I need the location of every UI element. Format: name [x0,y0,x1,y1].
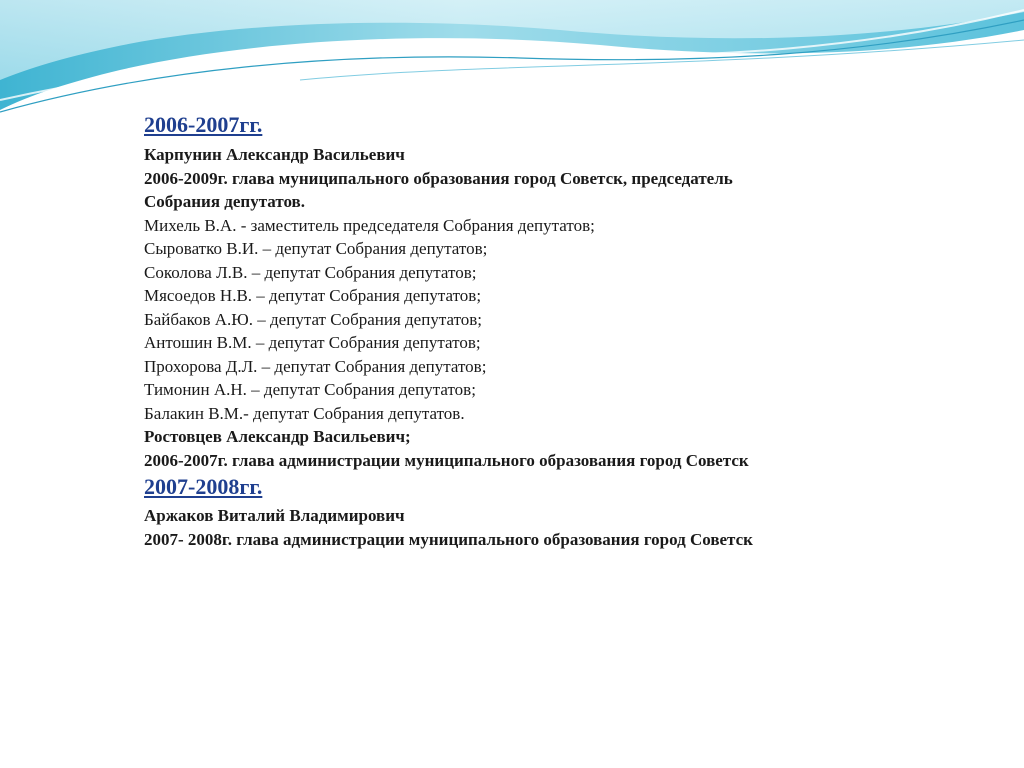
position-line: 2006-2007г. глава администрации муниципального образования город Советск [144,450,749,470]
deputy-line: Михель В.А. - заместитель председателя Собрания депутатов; [144,215,595,235]
section-heading-2007-2008: 2007-2008гг. [144,474,263,499]
position-line: Собрания депутатов. [144,192,305,211]
slide-content [144,110,1004,551]
position-line: 2007- 2008г. глава администрации муниципального образования город Советск [144,529,753,549]
deputy-line: Антошин В.М. – депутат Собрания депутатов; [144,333,481,352]
person-name: Ростовцев Александр Васильевич; [144,427,411,446]
deputy-line: Балакин В.М.- депутат Собрания депутатов. [144,403,465,423]
person-name: Аржаков Виталий Владимирович [144,506,405,525]
deputy-line: Сыроватко В.И. – депутат Собрания депутатов; [144,239,488,258]
deputy-line: Прохорова Д.Л. – депутат Собрания депутатов; [144,356,487,376]
deputy-line: Мясоедов Н.В. – депутат Собрания депутатов; [144,286,482,305]
section-heading-2006-2007: 2006-2007гг. [144,112,263,137]
deputy-line: Тимонин А.Н. – депутат Собрания депутатов; [144,380,476,399]
person-name: Карпунин Александр Васильевич [144,145,405,164]
position-line: 2006-2009г. глава муниципального образования город Советск, председатель [144,168,733,188]
deputy-line: Байбаков А.Ю. – депутат Собрания депутатов; [144,309,483,329]
deputy-line: Соколова Л.В. – депутат Собрания депутатов; [144,262,477,282]
